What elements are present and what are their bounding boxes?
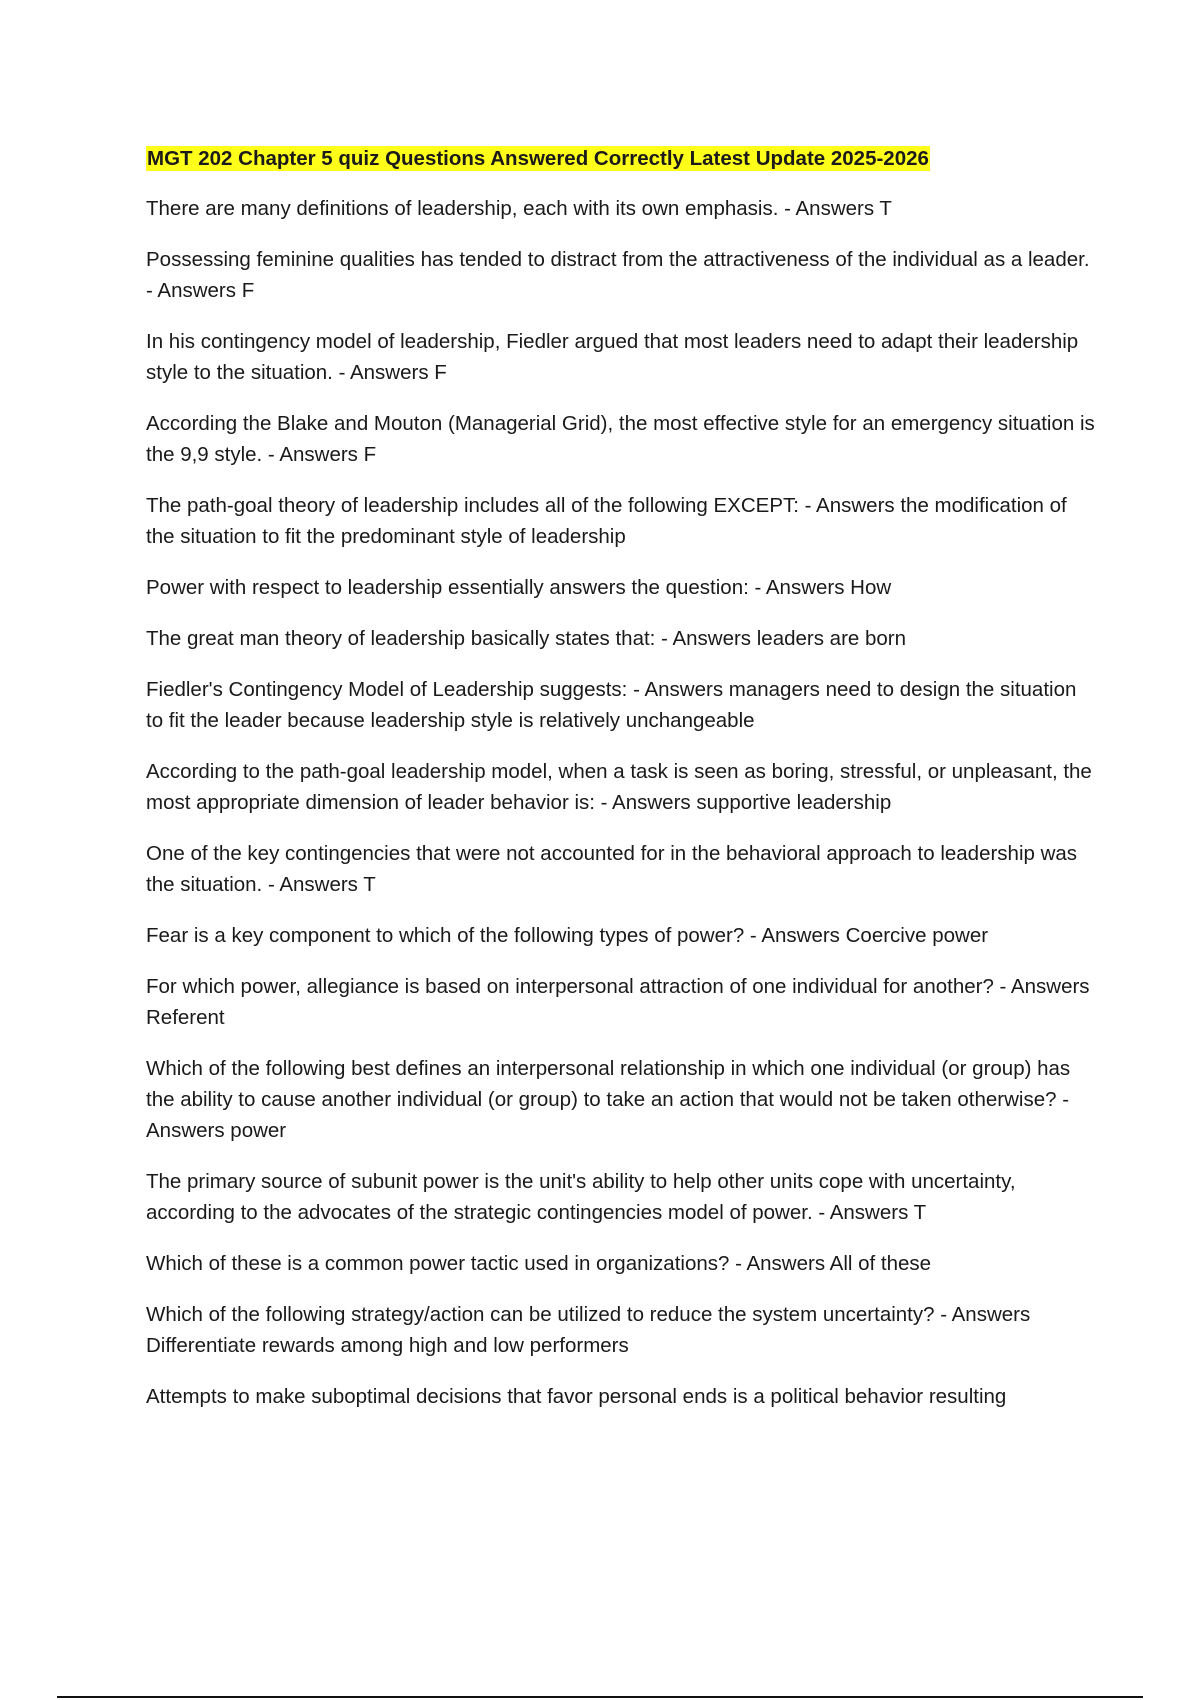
qa-item: Fear is a key component to which of the following types of power? - Answers Coercive power <box>146 924 989 947</box>
qa-item: Possessing feminine qualities has tended to distract from the attractiveness of the individual as a leader. - Answers F <box>146 248 1090 302</box>
qa-item: Which of these is a common power tactic used in organizations? - Answers All of these <box>146 1252 932 1275</box>
qa-item: Power with respect to leadership essentially answers the question: - Answers How <box>146 576 892 599</box>
qa-item: Attempts to make suboptimal decisions that favor personal ends is a political behavior resulting <box>146 1385 1007 1408</box>
qa-item: The path-goal theory of leadership includes all of the following EXCEPT: - Answers the modification of the situation to fit the predominant style of leadership <box>146 494 1067 548</box>
qa-item: According the Blake and Mouton (Managerial Grid), the most effective style for an emergency situation is the 9,9 style. - Answers F <box>146 412 1095 466</box>
qa-item: According to the path-goal leadership model, when a task is seen as boring, stressful, or unpleasant, the most appropriate dimension of leader behavior is: - Answers supportive leadership <box>146 760 1092 814</box>
qa-item: Which of the following strategy/action can be utilized to reduce the system uncertainty? - Answers Differentiate rewards among high and low performers <box>146 1303 1031 1357</box>
qa-item: The great man theory of leadership basically states that: - Answers leaders are born <box>146 627 907 650</box>
page-bottom-rule <box>57 1696 1143 1698</box>
qa-item: For which power, allegiance is based on interpersonal attraction of one individual for another? - Answers Referent <box>146 975 1090 1029</box>
qa-item: Fiedler's Contingency Model of Leadership suggests: - Answers managers need to design the situation to fit the leader because leadership style is relatively unchangeable <box>146 678 1077 732</box>
qa-item: One of the key contingencies that were not accounted for in the behavioral approach to leadership was the situation. - Answers T <box>146 842 1078 896</box>
qa-item: There are many definitions of leadership, each with its own emphasis. - Answers T <box>146 197 892 220</box>
document-content <box>146 145 1096 1432</box>
qa-item: Which of the following best defines an interpersonal relationship in which one individual (or group) has the ability to cause another individual (or group) to take an action that would not be taken otherwise? - Answers power <box>146 1057 1071 1142</box>
document-title: MGT 202 Chapter 5 quiz Questions Answered Correctly Latest Update 2025-2026 <box>147 147 929 170</box>
qa-item: In his contingency model of leadership, Fiedler argued that most leaders need to adapt their leadership style to the situation. - Answers F <box>146 330 1079 384</box>
qa-list <box>146 193 1096 1412</box>
title-block <box>146 145 1096 175</box>
qa-item: The primary source of subunit power is the unit's ability to help other units cope with uncertainty, according to the advocates of the strategic contingencies model of power. - Answers T <box>146 1170 1016 1224</box>
